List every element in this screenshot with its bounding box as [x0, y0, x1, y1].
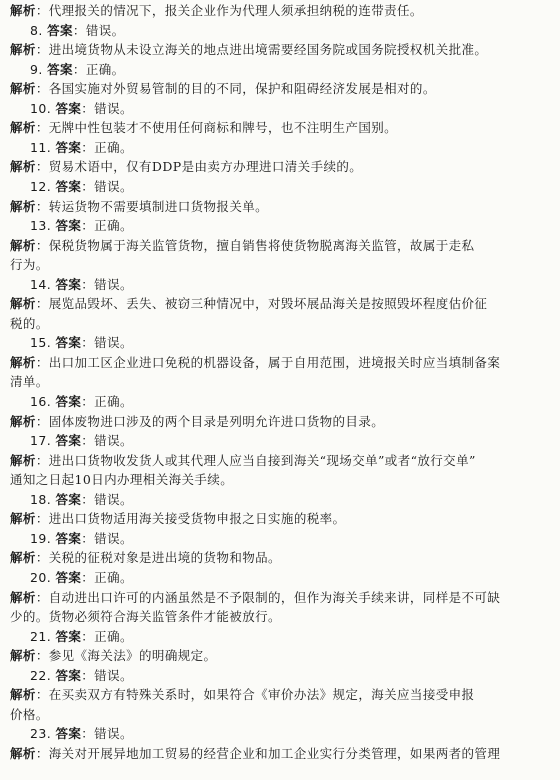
explanation-line	[10, 453, 548, 469]
line-text: ：关税的征税对象是进出境的货物和物品。	[35, 550, 281, 566]
line-text: ：在买卖双方有特殊关系时，如果符合《审价办法》规定，海关应当接受申报	[35, 687, 475, 703]
line-text: ：错误。	[81, 178, 133, 194]
line-text: ：各国实施对外贸易管制的目的不同，保护和阻碍经济发展是相对的。	[35, 81, 436, 97]
answer-label: 答案	[55, 100, 82, 116]
explanation-line	[10, 590, 548, 606]
line-text: 清单。	[10, 374, 49, 390]
explanation-label: 解析	[10, 237, 36, 253]
line-text: ：正确。	[81, 628, 133, 644]
question-number: 20.	[30, 569, 52, 585]
line-text: ：参见《海关法》的明确规定。	[35, 648, 217, 664]
line-text: 行为。	[10, 257, 49, 273]
continuation-line	[10, 316, 548, 332]
explanation-line	[10, 238, 548, 254]
answer-label: 答案	[55, 178, 82, 194]
explanation-line	[10, 687, 548, 703]
answer-label: 答案	[55, 569, 82, 585]
answer-label: 答案	[47, 61, 73, 77]
line-text: ：进出口货物收发货人或其代理人应当自接到海关“现场交单”或者“放行交单”	[35, 452, 476, 468]
question-number: 21.	[30, 628, 52, 644]
line-text: ：错误。	[81, 667, 133, 683]
answer-line	[30, 335, 548, 351]
explanation-line	[10, 648, 548, 664]
explanation-label: 解析	[10, 42, 36, 58]
answer-label: 答案	[55, 628, 82, 644]
answer-label: 答案	[55, 335, 82, 351]
answer-label: 答案	[55, 218, 82, 234]
explanation-label: 解析	[10, 452, 36, 468]
line-text: 少的。货物必须符合海关监管条件才能被放行。	[10, 609, 281, 625]
answer-label: 答案	[55, 530, 82, 546]
explanation-label: 解析	[10, 81, 36, 97]
answer-line	[30, 531, 548, 547]
line-text: ：错误。	[81, 491, 133, 507]
line-text: ：错误。	[81, 276, 133, 292]
line-text: ：转运货物不需要填制进口货物报关单。	[35, 198, 269, 214]
line-text: ：出口加工区企业进口免税的机器设备，属于自用范围，进境报关时应当填制备案	[35, 354, 501, 370]
answer-label: 答案	[55, 667, 82, 683]
explanation-label: 解析	[10, 648, 36, 664]
line-text: ：错误。	[72, 22, 125, 38]
explanation-label: 解析	[10, 120, 36, 136]
line-text: ：自动进出口许可的内涵虽然是不予限制的，但作为海关手续来讲，同样是不可缺	[35, 589, 501, 605]
line-text: 税的。	[10, 315, 49, 331]
explanation-label: 解析	[10, 296, 36, 312]
answer-label: 答案	[55, 394, 82, 409]
line-text: ：进出口货物适用海关接受货物申报之日实施的税率。	[35, 511, 346, 527]
question-number: 14.	[30, 276, 52, 292]
line-text: ：展览品毁坏、丢失、被窃三种情况中，对毁坏展品海关是按照毁坏程度估价征	[35, 296, 488, 312]
explanation-line	[10, 159, 548, 175]
explanation-line	[10, 199, 548, 215]
line-text: ：错误。	[81, 335, 133, 351]
line-text: ：正确。	[81, 569, 133, 585]
line-text: ：保税货物属于海关监管货物，擅自销售将使货物脱离海关监管，故属于走私	[35, 237, 475, 253]
answer-line	[30, 433, 548, 449]
question-number: 11.	[30, 139, 52, 155]
question-number: 18.	[30, 491, 52, 507]
answer-line	[30, 218, 548, 234]
answer-line	[30, 668, 548, 684]
answer-label: 答案	[55, 726, 82, 742]
explanation-label: 解析	[10, 198, 36, 214]
explanation-line	[10, 120, 548, 136]
line-text: ：错误。	[81, 433, 133, 449]
question-number: 10.	[30, 100, 52, 116]
answer-line	[30, 140, 548, 156]
line-text: ：无牌中性包装才不使用任何商标和牌号，也不注明生产国别。	[35, 120, 398, 136]
answer-label: 答案	[55, 433, 82, 449]
explanation-label: 解析	[10, 3, 36, 18]
answer-label: 答案	[55, 491, 82, 507]
continuation-line	[10, 707, 548, 723]
question-number: 22.	[30, 667, 52, 683]
answer-line	[30, 492, 548, 508]
explanation-line	[10, 550, 548, 566]
explanation-line	[10, 414, 548, 430]
explanation-label: 解析	[10, 354, 36, 370]
line-text: ：正确。	[72, 61, 125, 77]
line-text: ：正确。	[81, 394, 133, 409]
explanation-line	[10, 81, 548, 97]
continuation-line	[10, 374, 548, 390]
answer-line	[30, 394, 548, 410]
continuation-line	[10, 257, 548, 273]
answer-line	[30, 23, 548, 39]
question-number: 17.	[30, 433, 52, 449]
continuation-line	[10, 472, 548, 488]
question-number: 15.	[30, 335, 52, 351]
question-number: 9.	[30, 61, 43, 77]
explanation-label: 解析	[10, 511, 36, 527]
line-text: ：错误。	[81, 726, 133, 742]
explanation-label: 解析	[10, 589, 36, 605]
line-text: ：错误。	[81, 530, 133, 546]
answer-line	[30, 277, 548, 293]
line-text: ：正确。	[81, 139, 133, 155]
continuation-line	[10, 609, 548, 625]
answer-line	[30, 726, 548, 742]
explanation-label: 解析	[10, 745, 36, 761]
answer-label: 答案	[55, 276, 82, 292]
question-number: 8.	[30, 22, 43, 38]
line-text: 通知之日起10日内办理相关海关手续。	[10, 472, 234, 488]
line-text: 价格。	[10, 706, 49, 722]
explanation-line	[10, 511, 548, 527]
question-number: 12.	[30, 178, 52, 194]
line-text: ：代理报关的情况下，报关企业作为代理人须承担纳税的连带责任。	[35, 3, 423, 18]
line-text: ：海关对开展异地加工贸易的经营企业和加工企业实行分类管理，如果两者的管理	[35, 745, 501, 761]
line-text: ：正确。	[81, 218, 133, 234]
answer-line	[30, 629, 548, 645]
question-number: 16.	[30, 394, 52, 409]
explanation-label: 解析	[10, 687, 36, 703]
explanation-label: 解析	[10, 413, 36, 429]
answer-line	[30, 570, 548, 586]
explanation-line	[10, 42, 548, 58]
question-number: 19.	[30, 530, 52, 546]
line-text: ：进出境货物从未设立海关的地点进出境需要经国务院或国务院授权机关批准。	[35, 42, 488, 58]
explanation-line	[10, 746, 548, 762]
question-number: 13.	[30, 218, 52, 234]
explanation-label: 解析	[10, 550, 36, 566]
answer-label: 答案	[47, 22, 73, 38]
explanation-line	[10, 3, 548, 19]
answer-label: 答案	[55, 139, 82, 155]
explanation-label: 解析	[10, 159, 36, 175]
line-text: ：错误。	[81, 100, 133, 116]
answer-line	[30, 179, 548, 195]
explanation-line	[10, 355, 548, 371]
line-text: ：固体废物进口涉及的两个目录是列明允许进口货物的目录。	[35, 413, 385, 429]
answer-line	[30, 101, 548, 117]
explanation-line	[10, 296, 548, 312]
line-text: ：贸易术语中，仅有DDP是由卖方办理进口清关手续的。	[35, 159, 363, 175]
question-number: 23.	[30, 726, 52, 742]
answer-line	[30, 62, 548, 78]
